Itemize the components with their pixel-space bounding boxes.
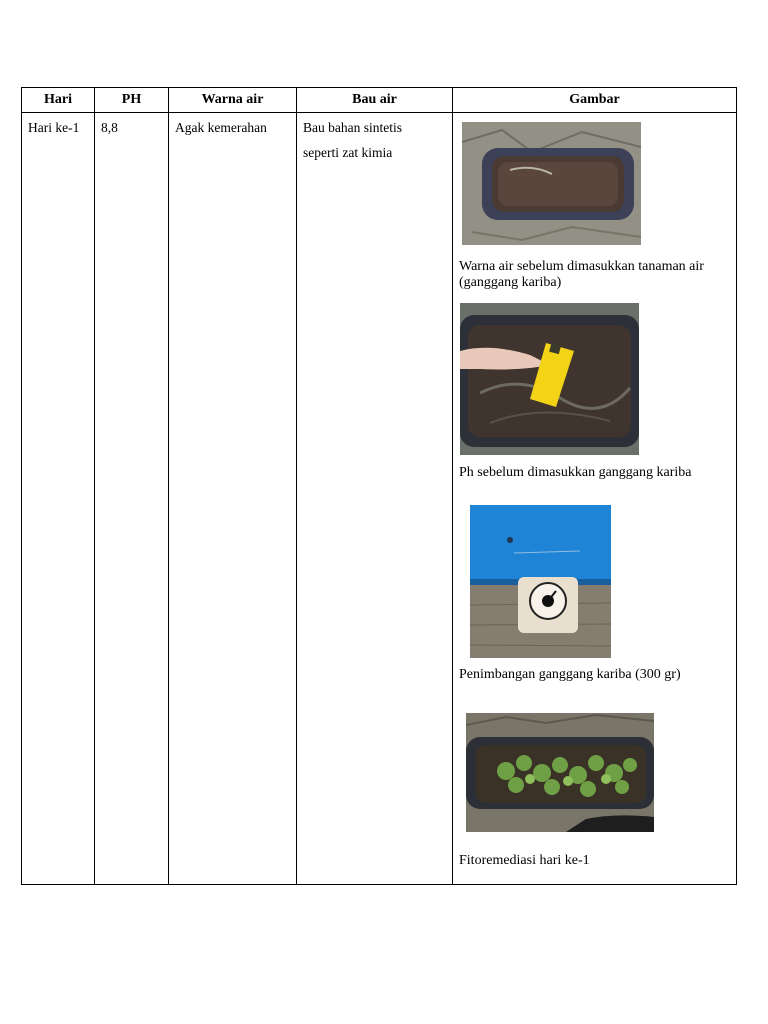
table-row xyxy=(22,113,737,885)
photo-scale xyxy=(470,505,611,658)
header-hari: Hari xyxy=(22,88,95,113)
cell-ph xyxy=(95,113,169,885)
header-bau-air: Bau air xyxy=(297,88,453,113)
bau-air-line-2: seperti zat kimia xyxy=(303,145,393,160)
header-gambar: Gambar xyxy=(453,88,737,113)
warna-air-value: Agak kemerahan xyxy=(175,120,267,135)
bau-air-line-1: Bau bahan sintetis xyxy=(303,120,402,135)
caption-3: Penimbangan ganggang kariba (300 gr) xyxy=(459,667,681,682)
ph-value: 8,8 xyxy=(101,120,118,135)
header-warna-air: Warna air xyxy=(169,88,297,113)
cell-gambar xyxy=(453,113,737,885)
cell-hari xyxy=(22,113,95,885)
caption-1: Warna air sebelum dimasukkan tanaman air (ganggang kariba) xyxy=(459,259,704,290)
hari-value: Hari ke-1 xyxy=(28,120,80,135)
cell-bau-air xyxy=(297,113,453,885)
header-ph: PH xyxy=(95,88,169,113)
observation-table xyxy=(21,87,737,885)
cell-warna-air xyxy=(169,113,297,885)
bau-air-value xyxy=(297,113,452,167)
photo-ph-strip xyxy=(460,303,639,455)
photo-plants-tub xyxy=(466,713,654,832)
photo-tub-water xyxy=(462,122,641,245)
caption-4: Fitoremediasi hari ke-1 xyxy=(459,853,590,868)
caption-2: Ph sebelum dimasukkan ganggang kariba xyxy=(459,465,692,480)
table-header-row xyxy=(22,88,737,113)
